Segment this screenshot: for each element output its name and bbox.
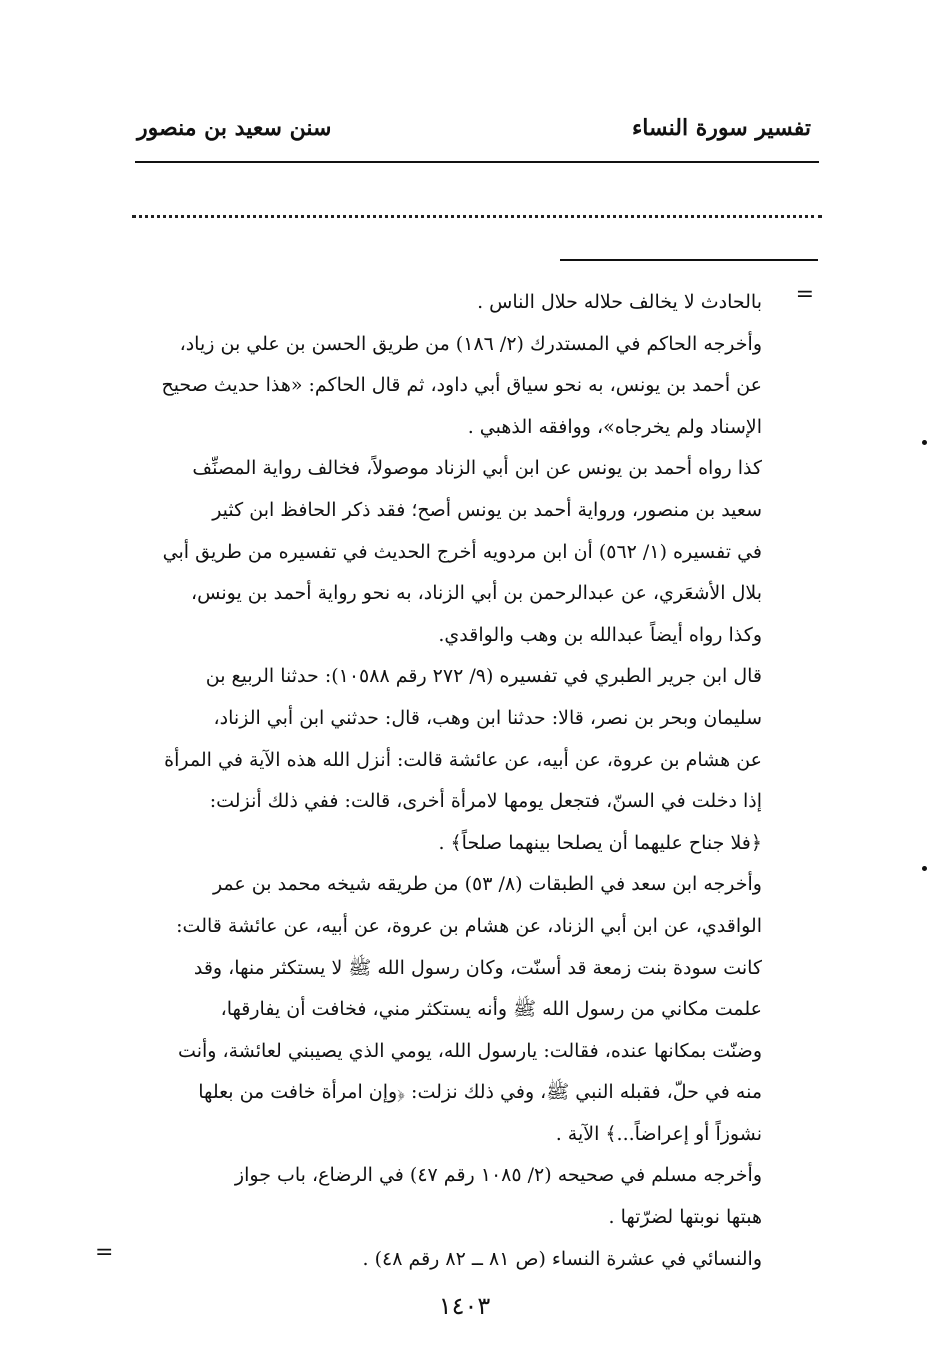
text-line: سعيد بن منصور، ورواية أحمد بن يونس أصح؛ فقد ذكر الحافظ ابن كثير bbox=[212, 498, 762, 521]
text-line: وأخرجه الحاكم في المستدرك (٢/ ١٨٦) من طريق الحسن بن علي بن زياد، bbox=[179, 332, 762, 355]
dotted-separator bbox=[132, 215, 822, 218]
footnote-continuation-mark: = bbox=[795, 282, 814, 307]
text-line: وضنّت بمكانها عنده، فقالت: يارسول الله، يومي الذي يصيبني لعائشة، وأنت bbox=[178, 1039, 762, 1062]
text-line: بلال الأشعَري، عن عبدالرحمن بن أبي الزناد، به نحو رواية أحمد بن يونس، bbox=[191, 582, 762, 605]
text-line: في تفسيره (١/ ٥٦٢) أن ابن مردويه أخرج الحديث في تفسيره من طريق أبي bbox=[162, 540, 762, 563]
text-line: سليمان وبحر بن نصر، قالا: حدثنا ابن وهب، قال: حدثني ابن أبي الزناد، bbox=[213, 706, 762, 729]
footnote-continues-mark: = bbox=[95, 1240, 114, 1265]
running-header-book: سنن سعيد بن منصور bbox=[137, 115, 332, 141]
text-line: الواقدي، عن ابن أبي الزناد، عن هشام بن عروة، عن أبيه، عن عائشة قالت: bbox=[176, 914, 762, 937]
footnote-text bbox=[125, 282, 762, 1280]
text-line: هبتها نوبتها لضرّتها . bbox=[608, 1206, 762, 1229]
text-line: الإسناد ولم يخرجاه»، ووافقه الذهبي . bbox=[467, 415, 762, 438]
text-line: إذا دخلت في السنّ، فتجعل يومها لامرأة أخرى، قالت: ففي ذلك أنزلت: bbox=[209, 790, 762, 813]
footnote-rule bbox=[560, 259, 818, 261]
page-number: ١٤٠٣ bbox=[438, 1292, 491, 1320]
header-rule bbox=[135, 161, 819, 163]
text-line: بالحادث لا يخالف حلاله حلال الناس . bbox=[477, 291, 762, 313]
text-line: ﴿فلا جناح عليهما أن يصلحا بينهما صلحاً﴾ . bbox=[438, 831, 762, 854]
text-line: وأخرجه مسلم في صحيحه (٢/ ١٠٨٥ رقم ٤٧) في الرضاع، باب جواز bbox=[234, 1164, 762, 1187]
text-line: قال ابن جرير الطبري في تفسيره (٩/ ٢٧٢ رقم ١٠٥٨٨): حدثنا الربيع بن bbox=[205, 665, 762, 688]
scan-speck bbox=[922, 440, 927, 445]
text-line: كذا رواه أحمد بن يونس عن ابن أبي الزناد موصولاً، فخالف رواية المصنِّف bbox=[192, 457, 762, 480]
text-line: منه في حلّ، فقبله النبي ﷺ، وفي ذلك نزلت: ﴿وإن امرأة خافت من بعلها bbox=[198, 1081, 762, 1104]
text-line: وأخرجه ابن سعد في الطبقات (٨/ ٥٣) من طريقه شيخه محمد بن عمر bbox=[212, 873, 762, 896]
text-line: عن أحمد بن يونس، به نحو سياق أبي داود، ثم قال الحاكم: «هذا حديث صحيح bbox=[161, 374, 762, 397]
text-line: كانت سودة بنت زمعة قد أسنّت، وكان رسول الله ﷺ لا يستكثر منها، وقد bbox=[193, 956, 762, 979]
text-line: عن هشام بن عروة، عن أبيه، عن عائشة قالت: أنزل الله هذه الآية في المرأة bbox=[164, 748, 762, 771]
text-line: والنسائي في عشرة النساء (ص ٨١ ــ ٨٢ رقم ٤٨) . bbox=[362, 1247, 762, 1270]
running-header-chapter: تفسير سورة النساء bbox=[631, 115, 811, 141]
text-line: نشوزاً أو إعراضاً...﴾ الآية . bbox=[555, 1122, 762, 1145]
scan-speck bbox=[922, 866, 927, 871]
text-line: وكذا رواه أيضاً عبدالله بن وهب والواقدي. bbox=[438, 623, 762, 646]
text-line: علمت مكاني من رسول الله ﷺ وأنه يستكثر مني، فخافت أن يفارقها، bbox=[220, 998, 762, 1021]
